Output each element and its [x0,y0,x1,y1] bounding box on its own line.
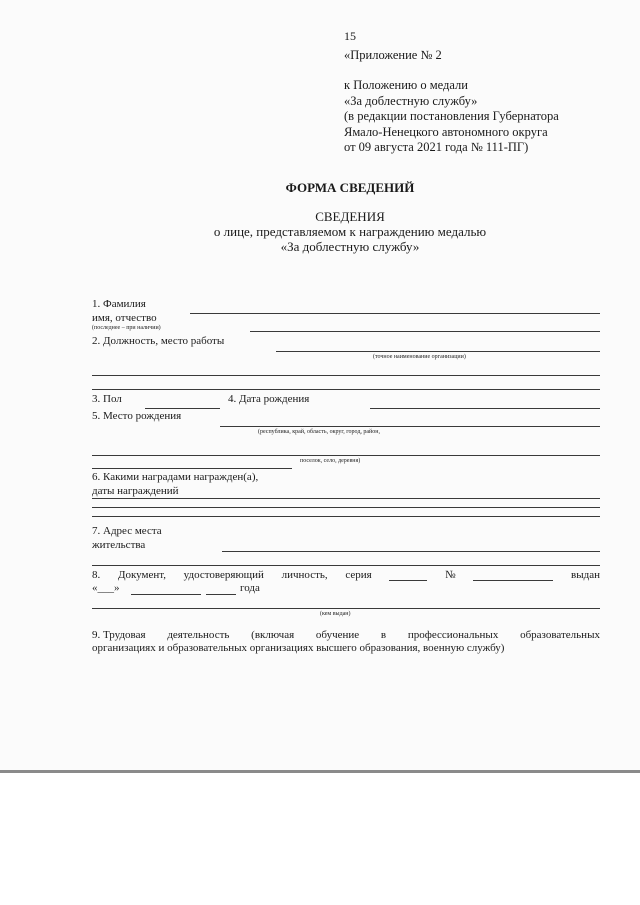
document-word: серия [345,569,372,581]
document-word: № [445,569,456,581]
awards-input-line[interactable] [92,498,600,499]
document-date-month-input[interactable] [131,594,201,595]
document-word: 8. [92,569,101,581]
field-name-label: имя, отчество [92,312,157,324]
address-input-line[interactable] [222,551,600,552]
field-surname-label: 1. Фамилия [92,298,146,310]
gender-input-line[interactable] [145,408,220,409]
labor-word: деятельность [167,629,230,641]
surname-input-line[interactable] [190,313,600,314]
subheading: о лице, представляемом к награждению медалью [213,224,487,239]
position-input-line[interactable] [276,351,600,352]
field-awards-label: 6. Какими наградами награжден(а), [92,471,259,483]
heading: СВЕДЕНИЯ [315,209,385,224]
labor-description: организациях и образовательных организациях высшего образования, военную службу) [92,642,505,654]
document-word: удостоверяющий [183,569,264,581]
labor-word: образовательных [520,629,600,641]
number-input[interactable] [473,569,553,581]
field-birth-date-label: 4. Дата рождения [228,393,310,405]
document-date-day[interactable]: «___» [92,582,120,594]
appendix-line: (в редакции постановления Губернатора [344,109,559,123]
address-input-line[interactable] [92,565,600,566]
appendix-line: к Положению о медали [344,78,468,92]
birth-place-input-line[interactable] [220,426,600,427]
appendix-line: Ямало-Ненецкого автономного округа [344,124,548,139]
separator-line [92,468,292,469]
subheading: «За доблестную службу» [280,239,420,254]
document-date-year-input[interactable] [206,594,236,595]
document-word: выдан [571,569,600,581]
labor-line [92,629,600,641]
labor-word: в [380,629,387,641]
labor-word: 9. Трудовая [92,629,146,641]
region-hint: (республика, край, область, округ, город, район, [258,429,380,435]
appendix-title: «Приложение № 2 [344,48,442,62]
name-input-line[interactable] [250,331,600,332]
separator-line [92,389,600,390]
labor-word: профессиональных [407,629,499,641]
awards-input-line[interactable] [92,516,600,517]
field-address-label: жительства [92,539,146,551]
document-word: Документ, [117,569,166,581]
birth-date-input-line[interactable] [370,408,600,409]
birth-place-input-line[interactable] [92,455,600,456]
series-input[interactable] [389,569,427,581]
labor-word: (включая [251,629,295,641]
document-date-year-label: года [240,582,260,594]
page-number: 15 [344,29,356,43]
field-gender-label: 3. Пол [92,393,122,405]
appendix-line: «За доблестную службу» [344,93,478,108]
document-word: личность, [281,569,328,581]
issued-by-hint: (кем выдан) [320,611,351,617]
field-awards-label: даты награждений [92,485,179,497]
awards-input-line[interactable] [92,507,600,508]
position-input-line[interactable] [92,375,600,376]
field-position-label: 2. Должность, место работы [92,335,225,347]
form-title: ФОРМА СВЕДЕНИЙ [285,180,415,195]
field-birth-place-label: 5. Место рождения [92,410,182,422]
issued-by-input-line[interactable] [92,608,600,609]
name-hint: (последнее – при наличии) [92,325,161,331]
appendix-line: от 09 августа 2021 года № 111-ПГ) [344,140,529,154]
field-address-label: 7. Адрес места [92,525,162,537]
labor-word: обучение [315,629,360,641]
org-hint: (точное наименование организации) [373,354,466,360]
document-line [92,569,600,581]
settlement-hint: поселок, село, деревня) [300,458,361,464]
